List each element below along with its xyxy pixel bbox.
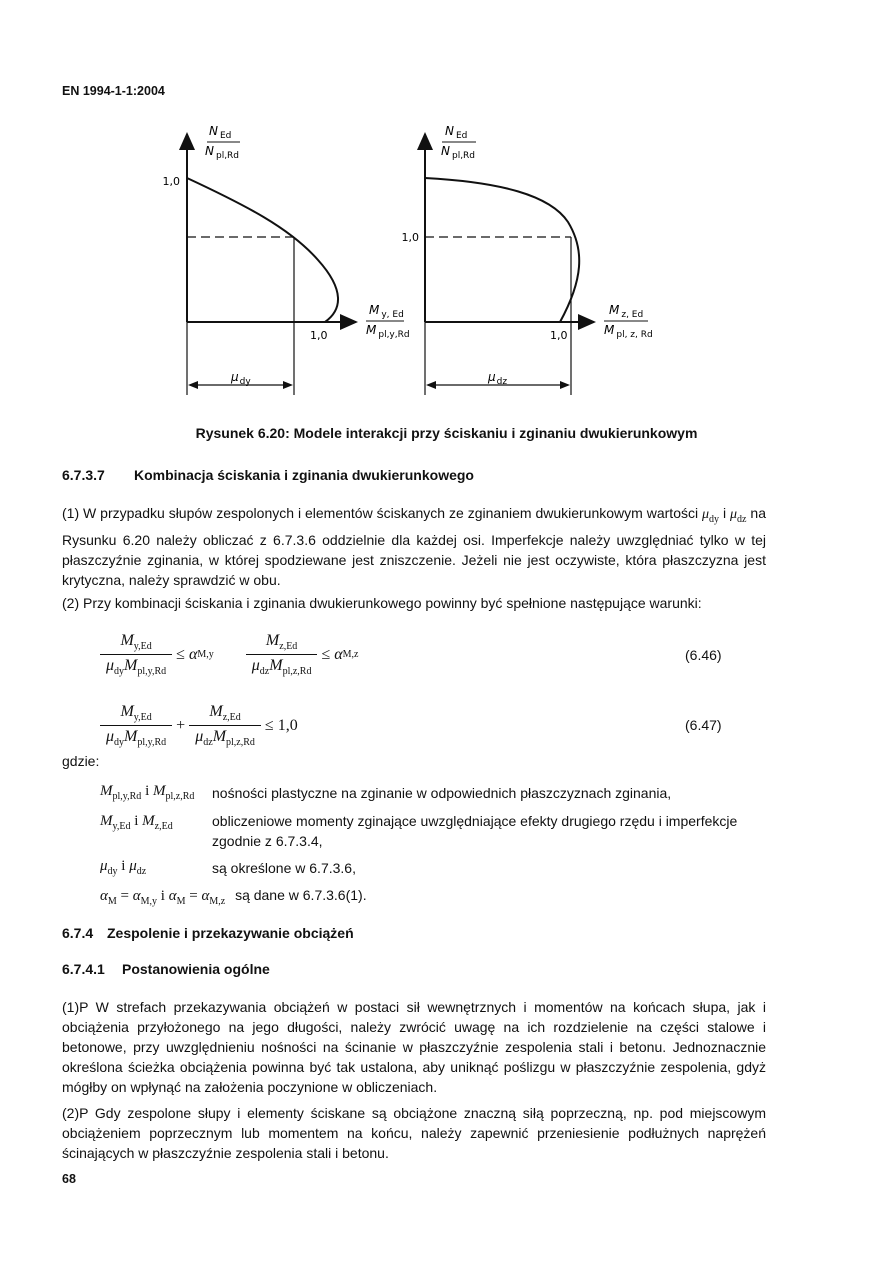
right-interaction-curve — [425, 178, 579, 322]
def-4-text: są dane w 6.7.3.6(1). — [235, 887, 367, 903]
def-4: $\alpha_M = \alpha_{M,y}$ i $\alpha_M = \alpha_{M,z}$ są dane w 6.7.3.6(1). — [100, 887, 367, 907]
page-number: 68 — [62, 1172, 76, 1186]
eq647-fraction-2: $\frac{M_{z,Ed}}{\mu_{dz}M_{pl,z,Rd}}$ — [189, 703, 261, 748]
left-dim-arrow-l — [188, 381, 198, 389]
eq647-fraction-1: $\frac{M_{y,Ed}}{\mu_{dy}M_{pl,y,Rd}}$ — [100, 703, 172, 748]
right-x-tick: 1,0 — [550, 329, 568, 342]
def-3-text: są określone w 6.7.3.6, — [212, 860, 356, 876]
heading-6737-number: 6.7.3.7 — [62, 467, 105, 483]
equation-6-46: $\frac{M_{y,Ed}}{\mu_{dy}M_{pl,y,Rd}}$ ≤ α M,y $\frac{M_{z,Ed}}{\mu_{dz}M_{pl,z,Rd}}$ ≤ α M,z — [100, 632, 359, 677]
document-header: EN 1994-1-1:2004 — [62, 84, 165, 98]
left-dim-arrow-r — [283, 381, 293, 389]
left-diagram — [163, 124, 410, 395]
heading-6737-title: Kombinacja ściskania i zginania dwukierunkowego — [134, 467, 474, 483]
eq646-fraction-1: $\frac{M_{y,Ed}}{\mu_{dy}M_{pl,y,Rd}}$ — [100, 632, 172, 677]
left-interaction-curve — [187, 178, 338, 322]
left-mu-label: $\mu_{dy}$ — [231, 370, 251, 387]
def-1-text: nośności plastyczne na zginanie w odpowiednich płaszczyznach zginania, — [212, 785, 672, 801]
left-y-tick: 1,0 — [162, 175, 180, 188]
right-ylabel-den: N $_{pl,Rd}$ — [441, 144, 476, 161]
interaction-figure — [0, 110, 893, 400]
right-dim-arrow-r — [560, 381, 570, 389]
right-ylabel-num: N $_{Ed}$ — [445, 124, 468, 141]
paragraph-6737-2: (2) Przy kombinacji ściskania i zginania dwukierunkowego powinny być spełnione następujące warunki: — [62, 595, 702, 611]
equation-6-47: $\frac{M_{y,Ed}}{\mu_{dy}M_{pl,y,Rd}}$ + $\frac{M_{z,Ed}}{\mu_{dz}M_{pl,z,Rd}}$ ≤ 1,0 — [100, 703, 298, 748]
right-mu-label: $\mu_{dz}$ — [488, 370, 508, 387]
right-xlabel-num: M $_{z, Ed}$ — [609, 303, 644, 320]
equation-6-46-number: (6.46) — [685, 647, 722, 663]
heading-674: 6.7.4 Zespolenie i przekazywanie obciążeń — [62, 925, 354, 941]
def-1-symbol: $M_{pl,y,Rd}$ i $M_{pl,z,Rd}$ — [100, 783, 195, 802]
def-2-symbol: $M_{y,Ed}$ i $M_{z,Ed}$ — [100, 813, 173, 832]
left-ylabel-den: N $_{pl,Rd}$ — [205, 144, 240, 161]
right-diagram — [402, 124, 653, 395]
left-x-tick: 1,0 — [310, 329, 328, 342]
def-3-symbol: $\mu_{dy}$ i $\mu_{dz}$ — [100, 858, 147, 877]
eq646-fraction-2: $\frac{M_{z,Ed}}{\mu_{dz}M_{pl,z,Rd}}$ — [246, 632, 318, 677]
gdzie-label: gdzie: — [62, 753, 100, 769]
paragraph-6741-2: (2)P Gdy zespolone słupy i elementy ściskane są obciążone znaczną siłą poprzeczną, np. pod miejscowym obciążeniem poprzecznym lub momentem na końcu, należy zapewnić przeniesienie podłużnych naprężeń ścinających w płaszczyźnie zespolenia stali i betonu. — [62, 1105, 766, 1161]
right-y-tick: 1,0 — [401, 231, 419, 244]
def-2-text: obliczeniowe momenty zginające uwzględniające efekty drugiego rzędu i imperfekcje zgodnie z 6.7.3.4, — [212, 813, 738, 849]
left-ylabel-num: N $_{Ed}$ — [209, 124, 232, 141]
figure-caption: Rysunek 6.20: Modele interakcji przy ściskaniu i zginaniu dwukierunkowym — [195, 425, 698, 441]
heading-6737 — [62, 467, 474, 483]
left-xlabel-den: M $_{pl,y,Rd}$ — [366, 323, 410, 340]
right-xlabel-den: M $_{pl, z, Rd}$ — [604, 323, 653, 340]
paragraph-6741-1: (1)P W strefach przekazywania obciążeń w postaci sił wewnętrznych i momentów na końcach słupa, jak i obciążenia przyłożonego na jego długości, należy zwrócić uwagę na ich rozdzielenie na części stalowe i betonowe, przy uwzględnieniu nośności na ścinanie w płaszczyźnie zespolenia stali i betonu. Jednoznacznie określona ścieżka obciążenia powinna być tak ustalona, aby uniknąć poślizgu w płaszczyźnie zespolenia, gdyż mógłby on wpłynąć na założenia poczynione w obliczeniach. — [62, 999, 766, 1095]
right-dim-arrow-l — [426, 381, 436, 389]
equation-6-47-number: (6.47) — [685, 717, 722, 733]
left-xlabel-num: M $_{y, Ed}$ — [369, 303, 404, 320]
heading-6741: 6.7.4.1 Postanowienia ogólne — [62, 961, 270, 977]
paragraph-6737-1: (1) W przypadku słupów zespolonych i elementów ściskanych ze zginaniem dwukierunkowym wartości $\mu_{dy}$ i $\mu_{dz}$ na Rysunku 6.20 należy obliczać z 6.7.3.6 oddzielnie dla każdej osi. Imperfekcje należy uwzględniać tylko w tej płaszczyźnie zginania, w której spodziewane jest zniszczenie. Jeżeli nie jest oczywiste, która płaszczyzna jest krytyczna, należy sprawdzić w obu. — [62, 505, 766, 588]
